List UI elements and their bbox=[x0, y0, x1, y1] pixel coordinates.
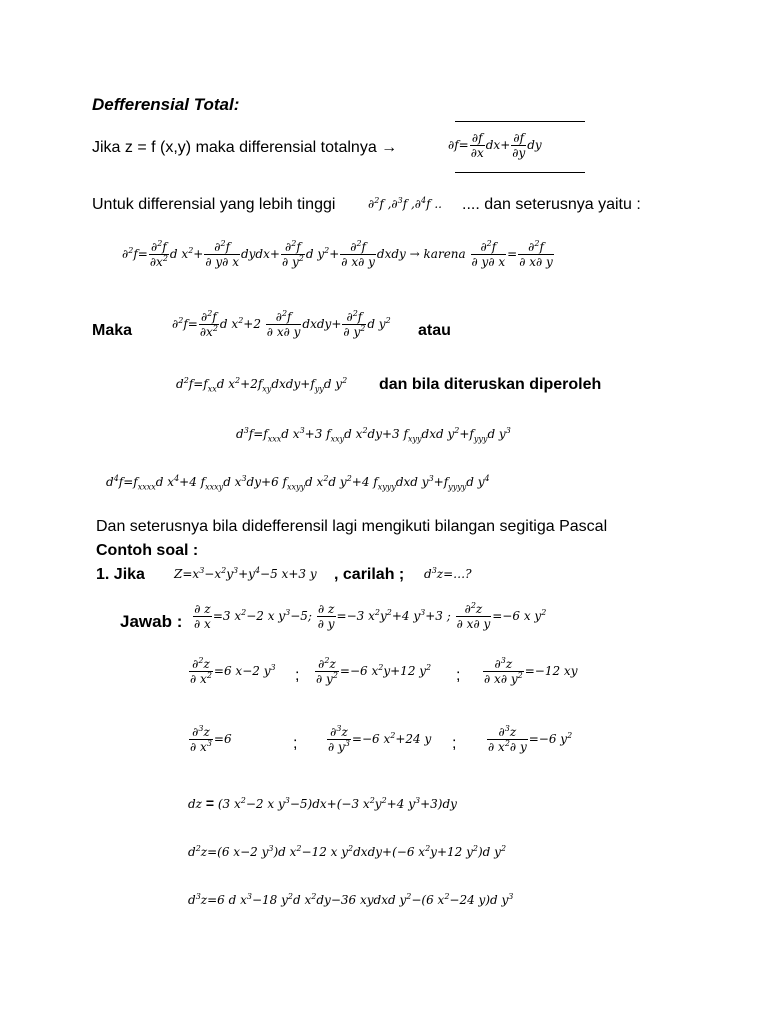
separator: ; bbox=[293, 735, 298, 752]
dz-equation: dz = (3 $x^2-2$ x $y^3-5)dx+(-3$ $x^2y^2+4$ $y^3+3)dy$ bbox=[188, 795, 457, 811]
page-heading: Defferensial Total: bbox=[92, 95, 240, 114]
separator: ; bbox=[456, 667, 461, 684]
atau-label: atau bbox=[418, 322, 451, 339]
d3z-dx3: $\frac{\partial^3z}{\partial x^3}$ =6 bbox=[190, 724, 232, 754]
d3z-dxdy2: $\frac{\partial^3z}{\partial x\partial y^2}$ =−12 xy bbox=[484, 656, 578, 686]
d2z-equation: $d^2z=(6$ x−2 $y^3)d$ $x^2-12$ x $y^2dxdy+(-6$ $x^2y+12$ $y^2)d$ $y^2$ bbox=[188, 844, 507, 859]
maka-equation: ∂$^2$f= $\frac{\partial^2f}{\partial x^2}$ d $x^2+2$ $\frac{\partial^2f}{\partial x\partial y}$ dxdy+ $\frac{\partial^2f}{\partial y^2}$ d $y^2$ bbox=[172, 309, 391, 339]
d4f-equation: $d^4f=f_{xxxx}d$ $x^4+4$ $f_{xxxy}d$ $x^3dy+6$ $f_{xxyy}d$ $x^2d$ $y^2+4$ $f_{xyyy}dxd$ $y^3+f_{yyyy}d$ $y^4$ bbox=[106, 474, 490, 492]
d3z-dy3: $\frac{\partial^3z}{\partial y^3}$ =−6 $x^2+24$ y bbox=[328, 724, 432, 754]
d3z-equation: $d^3z=6$ d $x^3-18$ $y^2d$ $x^2dy-36$ xydxd $y^2-(6$ $x^2-24$ y)d $y^3$ bbox=[188, 892, 514, 907]
first-derivatives: $\frac{\partial z}{\partial x}$ =3 $x^2-2$ x $y^3-5$; $\frac{\partial z}{\partial y}$ =−3 $x^2y^2+4$ $y^3+3$ ; $\frac{\partial^2z}{\partial x\partial y}$ =−6 x $y^2$ bbox=[194, 601, 547, 631]
soal-number: 1. Jika bbox=[96, 566, 145, 583]
d2f-equation: $d^2f=f_{xx}d$ $x^2+2f_{xy}dxdy+f_{yy}d$ $y^2$ bbox=[176, 376, 348, 394]
contoh-label: Contoh soal : bbox=[96, 542, 199, 559]
d3z-dx2dy: $\frac{\partial^3z}{\partial x^2\partial y}$ =−6 $y^2$ bbox=[488, 724, 573, 754]
total-differential-formula: ∂f= $\frac{\partial f}{\partial x}$ dx+ $\frac{\partial f}{\partial y}$ dy bbox=[448, 131, 542, 160]
intro-text: Jika z = f (x,y) maka differensial totalnya → bbox=[92, 139, 398, 156]
pascal-text: Dan seterusnya bila didefferensil lagi mengikuti bilangan segitiga Pascal bbox=[96, 518, 608, 535]
carilah-text: , carilah ; bbox=[334, 566, 405, 583]
d3f-equation: $d^3f=f_{xxx}d$ $x^3+3$ $f_{xxy}d$ $x^2dy+3$ $f_{xyy}dxd$ $y^2+f_{yyy}d$ $y^3$ bbox=[236, 426, 511, 444]
higher-order-prefix: Untuk differensial yang lebih tinggi bbox=[92, 196, 336, 213]
soal-ask: $d^3z=\dots$? bbox=[424, 566, 472, 581]
separator: ; bbox=[295, 667, 300, 684]
maka-label: Maka bbox=[92, 322, 133, 339]
jawab-label: Jawab : bbox=[120, 612, 183, 631]
d2z-dx2: $\frac{\partial^2z}{\partial x^2}$ =6 x−2 $y^3$ bbox=[190, 656, 276, 686]
higher-orders: ∂$^2$f ,∂$^3$f ,∂$^4$f .. bbox=[368, 196, 442, 211]
rule-bottom bbox=[455, 172, 585, 173]
diteruskan-text: dan bila diteruskan diperoleh bbox=[379, 376, 602, 393]
rule-top bbox=[455, 121, 585, 122]
d2z-dy2: $\frac{\partial^2z}{\partial y^2}$ =−6 $x^2y+12$ $y^2$ bbox=[316, 656, 432, 686]
higher-order-suffix: .... dan seterusnya yaitu : bbox=[462, 196, 641, 213]
second-order-equation: ∂$^2$f= $\frac{\partial^2f}{\partial x^2}$ d $x^2+$ $\frac{\partial^2f}{\partial y\partial x}$ dydx+ $\frac{\partial^2f}{\partial y^2}$ d $y^2+$ $\frac{\partial^2f}{\partial x\partial y}$ dxdy → karena $\frac{\partial^2f}{\partial y\partial x}$ = $\frac{\partial^2f}{\partial x\partial y}$ bbox=[122, 239, 553, 269]
separator: ; bbox=[452, 735, 457, 752]
soal-formula: $Z=x^3-x^2y^3+y^4-5$ x+3 y bbox=[174, 566, 317, 581]
